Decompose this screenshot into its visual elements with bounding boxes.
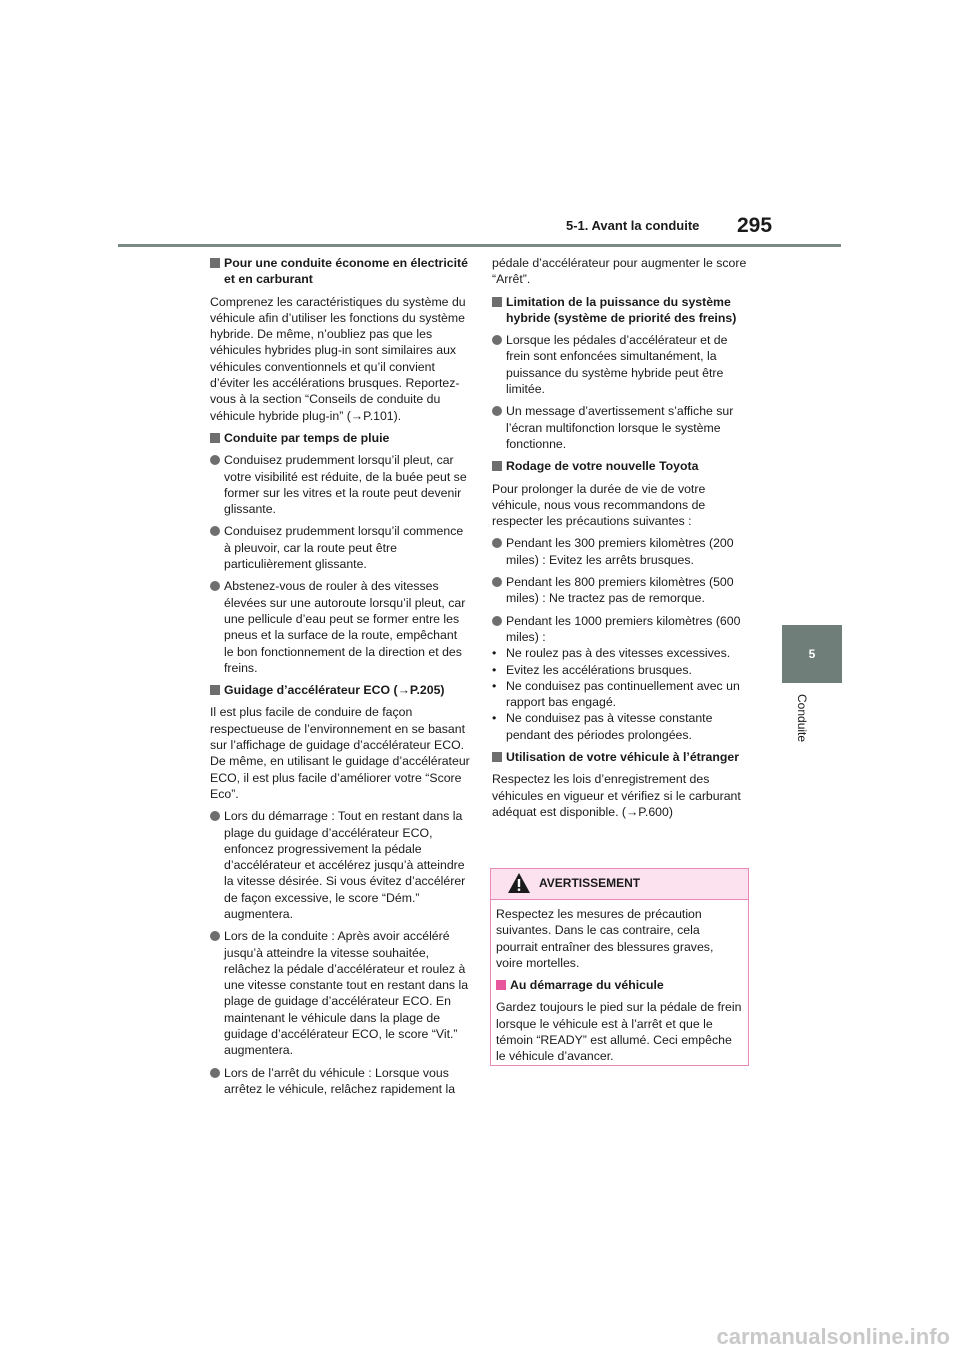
square-bullet-icon xyxy=(492,297,502,307)
warning-header xyxy=(491,869,748,900)
bullet-item: Conduisez prudemment lorsqu’il pleut, car votre visibilité est réduite, de la buée peut se former sur les vitres et la route peut devenir glissante. xyxy=(210,452,470,517)
warning-triangle-icon xyxy=(507,872,531,894)
circle-bullet-icon xyxy=(492,538,502,548)
heading-eco-driving: Pour une conduite économe en électricité et en carburant xyxy=(210,255,470,288)
paragraph: Pour prolonger la durée de vie de votre véhicule, nous vous recommandons de respecter les précautions suivantes : xyxy=(492,481,706,529)
square-bullet-icon xyxy=(210,258,220,268)
bullet-item: Lors du démarrage : Tout en restant dans la plage du guidage d’accélérateur ECO, enfoncez progressivement la pédale d’accélérateur et accélérez jusqu’à atteindre la vitesse désirée. Si vous évitez d’accélérer de façon excessive, le score “Dém.” augmentera. xyxy=(210,808,470,922)
square-bullet-icon xyxy=(210,433,220,443)
warning-title: AVERTISSEMENT xyxy=(539,876,641,890)
heading-eco-guidance: Guidage d’accélérateur ECO (→P.205) xyxy=(210,682,470,698)
warning-body xyxy=(491,900,748,1065)
heading-abroad: Utilisation de votre véhicule à l’étranger xyxy=(492,749,752,765)
square-bullet-icon xyxy=(496,980,506,990)
circle-bullet-icon xyxy=(210,455,220,465)
heading-rain-driving: Conduite par temps de pluie xyxy=(210,430,470,446)
circle-bullet-icon xyxy=(210,931,220,941)
warning-heading: Au démarrage du véhicule xyxy=(496,977,743,993)
section-title: 5-1. Avant la conduite xyxy=(566,218,700,233)
heading-power-limitation: Limitation de la puissance du système hybride (système de priorité des freins) xyxy=(492,294,752,327)
dash-item: • Ne conduisez pas continuellement avec un rapport bas engagé. xyxy=(492,678,740,710)
bullet-item: Lorsque les pédales d’accélérateur et de frein sont enfoncées simultanément, la puissance du système hybride peut être limitée. xyxy=(492,332,752,397)
square-bullet-icon xyxy=(210,685,220,695)
chapter-label: Conduite xyxy=(795,694,809,743)
warning-paragraph: Gardez toujours le pied sur la pédale de frein lorsque le véhicule est à l’arrêt et que le témoin “READY” est allumé. Ceci empêche le véhicule d’avancer. xyxy=(496,1000,742,1064)
dash-item: • Evitez les accélérations brusques. xyxy=(492,662,692,677)
paragraph: Comprenez les caractéristiques du système du véhicule afin d’utiliser les fonctions du système hybride. De même, n’oubliez pas que les véhicules hybrides plug-in sont similaires aux véhicules conventionnels et qu’il convient d’éviter les accélérations brusques. Reportez-vous à la section “Conseils de conduite du véhicule hybride plug-in” (→P.101). xyxy=(210,294,466,423)
left-column xyxy=(210,255,470,1103)
circle-bullet-icon xyxy=(210,1068,220,1078)
bullet-item: Lors de l’arrêt du véhicule : Lorsque vous arrêtez le véhicule, relâchez rapidement la xyxy=(210,1065,470,1098)
square-bullet-icon xyxy=(492,752,502,762)
page-number: 295 xyxy=(737,214,773,237)
circle-bullet-icon xyxy=(210,581,220,591)
square-bullet-icon xyxy=(492,461,502,471)
dash-item: • Ne conduisez pas à vitesse constante pendant des périodes prolongées. xyxy=(492,711,713,742)
circle-bullet-icon xyxy=(492,616,502,626)
bullet-item: Conduisez prudemment lorsqu’il commence à pleuvoir, car la route peut être particulièrement glissante. xyxy=(210,523,470,572)
bullet-item: Abstenez-vous de rouler à des vitesses élevées sur une autoroute lorsqu’il pleut, car une pellicule d’eau peut se former entre les pneus et la surface de la route, empêchant le bon fonctionnement de la direction et des freins. xyxy=(210,578,470,676)
circle-bullet-icon xyxy=(492,577,502,587)
warning-paragraph: Respectez les mesures de précaution suivantes. Dans le cas contraire, cela pourrait entraîner des blessures graves, voire mortelles. xyxy=(496,907,714,970)
bullet-item: Pendant les 800 premiers kilomètres (500 miles) : Ne tractez pas de remorque. xyxy=(492,574,752,607)
warning-box xyxy=(490,868,749,1066)
watermark: carmanualsonline.info xyxy=(716,1324,950,1349)
right-column xyxy=(492,255,752,826)
circle-bullet-icon xyxy=(210,811,220,821)
circle-bullet-icon xyxy=(210,526,220,536)
circle-bullet-icon xyxy=(492,335,502,345)
bullet-item: Un message d’avertissement s’affiche sur l’écran multifonction lorsque le système fonctionne. xyxy=(492,403,752,452)
paragraph-continued: pédale d’accélérateur pour augmenter le score “Arrêt”. xyxy=(492,256,747,287)
header-rule xyxy=(118,244,841,247)
bullet-item: Lors de la conduite : Après avoir accéléré jusqu’à atteindre la vitesse souhaitée, relâchez la pédale d’accélérateur et roulez à une vitesse constante tout en restant dans la plage de guidage d’accélérateur ECO. En maintenant le véhicule dans la plage de guidage d’accélérateur ECO, le score “Vit.” augmentera. xyxy=(210,928,470,1058)
paragraph: Respectez les lois d’enregistrement des véhicules en vigueur et vérifiez si le carburant adéquat est disponible. (→P.600) xyxy=(492,772,741,819)
dash-item: • Ne roulez pas à des vitesses excessives. xyxy=(492,646,731,661)
circle-bullet-icon xyxy=(492,406,502,416)
bullet-item: Pendant les 300 premiers kilomètres (200 miles) : Evitez les arrêts brusques. xyxy=(492,535,752,568)
chapter-tab[interactable]: 5 xyxy=(782,625,842,683)
bullet-item: Pendant les 1000 premiers kilomètres (600 miles) : xyxy=(492,613,752,646)
paragraph: Il est plus facile de conduire de façon respectueuse de l’environnement en se basant sur l’affichage de guidage d’accélérateur ECO. De même, en utilisant le guidage d’accélérateur ECO, il est plus facile d’améliorer votre “Score Eco”. xyxy=(210,705,470,801)
heading-break-in: Rodage de votre nouvelle Toyota xyxy=(492,458,752,474)
